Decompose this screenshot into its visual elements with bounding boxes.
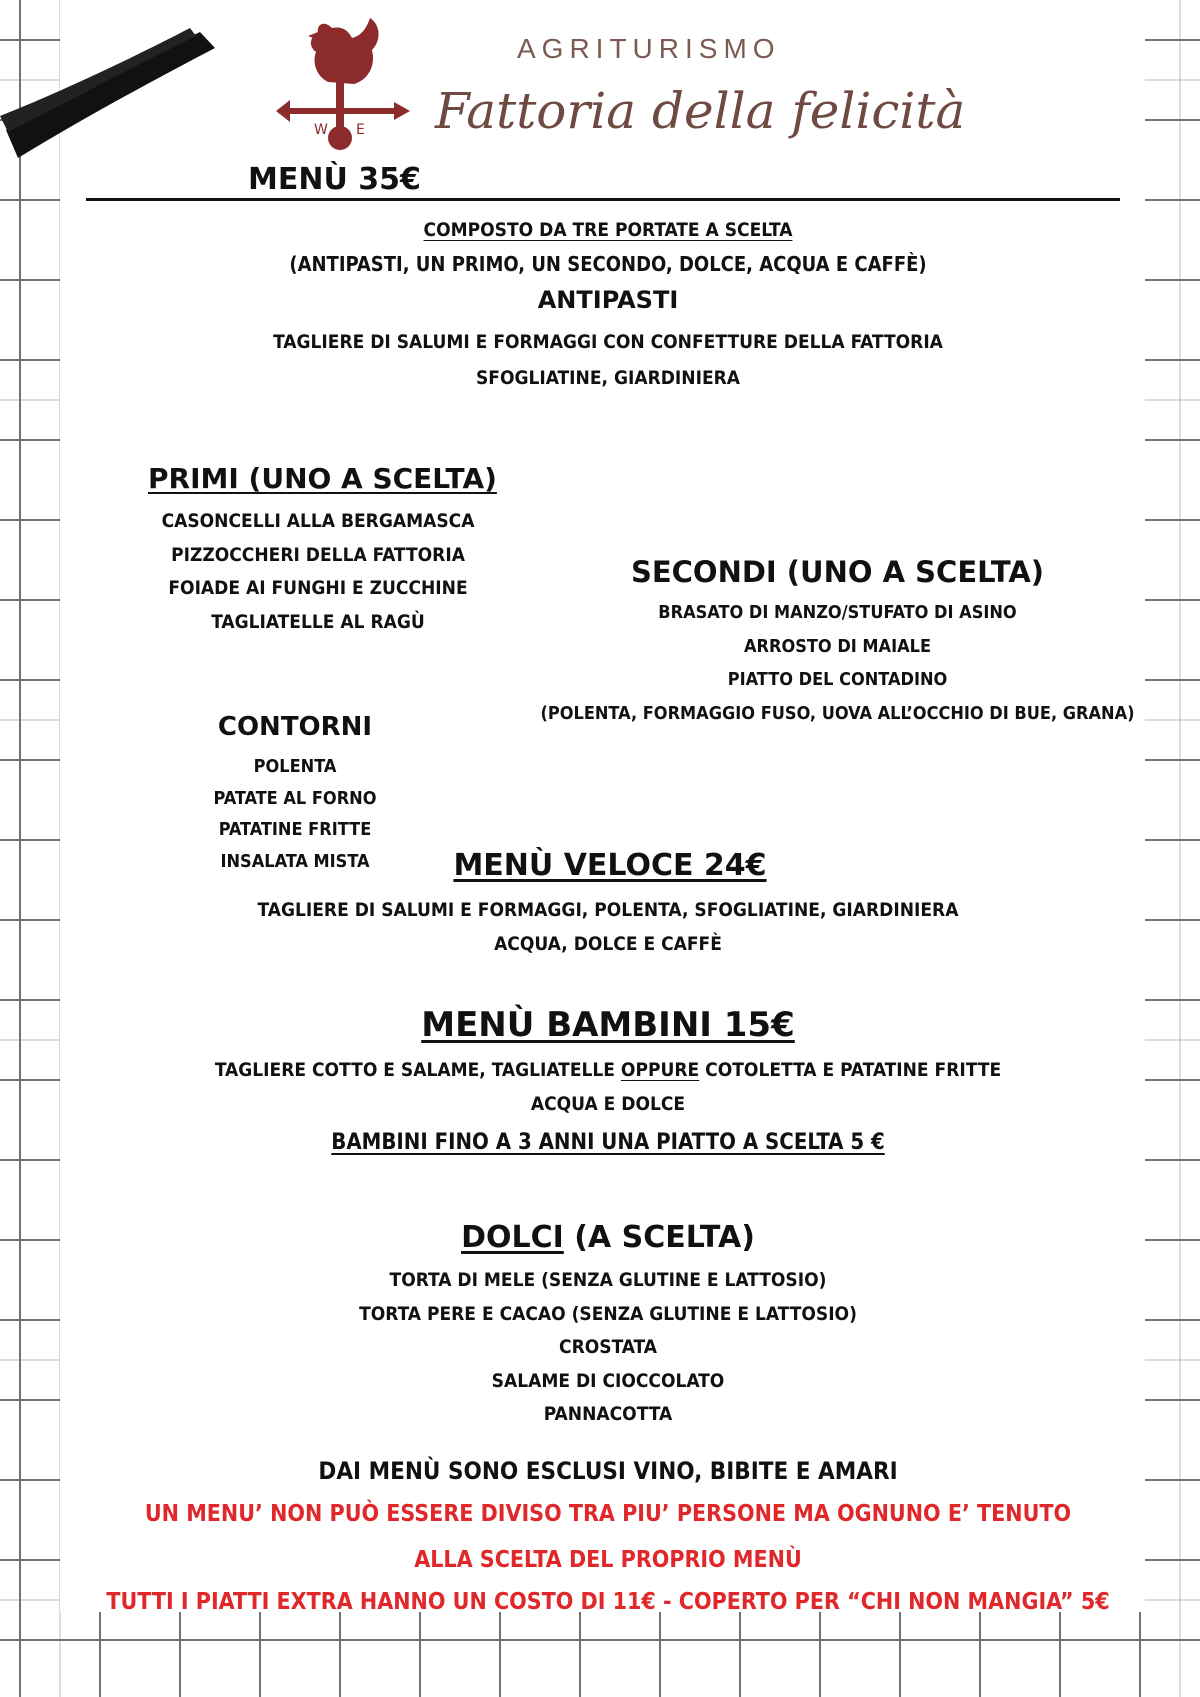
primi-item: TAGLIATELLE AL RAGÙ <box>211 610 425 633</box>
dolci-item: PANNACOTTA <box>543 1403 673 1425</box>
antipasti-item: SFOGLIATINE, GIARDINIERA <box>475 367 741 389</box>
contorni-item: POLENTA <box>253 756 337 777</box>
menu35-composition: COMPOSTO DA TRE PORTATE A SCELTA <box>423 219 793 241</box>
contorni-item: PATATINE FRITTE <box>218 819 372 840</box>
antipasti-item: TAGLIERE DI SALUMI E FORMAGGI CON CONFETTURE DELLA FATTORIA <box>273 331 943 353</box>
bambini-note: BAMBINI FINO A 3 ANNI UNA PIATTO A SCELTA 5 € <box>331 1130 885 1155</box>
veloce-line: ACQUA, DOLCE E CAFFÈ <box>494 933 722 955</box>
secondi-title: SECONDI (UNO A SCELTA) <box>630 555 1045 589</box>
bambini-title: MENÙ BAMBINI 15€ <box>421 1005 795 1045</box>
dolci-item: TORTA DI MELE (SENZA GLUTINE E LATTOSIO) <box>389 1269 827 1291</box>
primi-title: PRIMI (UNO A SCELTA) <box>148 462 497 495</box>
veloce-title: MENÙ VELOCE 24€ <box>453 848 767 883</box>
secondi-item: (POLENTA, FORMAGGIO FUSO, UOVA ALL’OCCHIO DI BUE, GRANA) <box>540 702 1135 724</box>
rule-line-2: ALLA SCELTA DEL PROPRIO MENÙ <box>414 1547 802 1573</box>
extra-cost-note: TUTTI I PIATTI EXTRA HANNO UN COSTO DI 11€ - COPERTO PER “CHI NON MANGIA” 5€ <box>106 1589 1110 1615</box>
bambini-line: ACQUA E DOLCE <box>530 1093 686 1115</box>
primi-item: PIZZOCCHERI DELLA FATTORIA <box>171 543 465 566</box>
bambini-line <box>0 1054 1200 1088</box>
primi-item: FOIADE AI FUNGHI E ZUCCHINE <box>168 577 468 599</box>
contorni-list <box>180 751 410 877</box>
brand-name: Fattoria della felicità <box>435 82 966 140</box>
contorni-item: INSALATA MISTA <box>220 850 370 872</box>
contorni-item: PATATE AL FORNO <box>213 787 377 809</box>
menu35-composition-detail: (ANTIPASTI, UN PRIMO, UN SECONDO, DOLCE, ACQUA E CAFFÈ) <box>289 252 927 276</box>
primi-item: CASONCELLI ALLA BERGAMASCA <box>161 510 475 532</box>
secondi-item: ARROSTO DI MAIALE <box>743 635 932 657</box>
excluded-note: DAI MENÙ SONO ESCLUSI VINO, BIBITE E AMARI <box>318 1457 898 1485</box>
dolci-list <box>0 1264 1200 1432</box>
bambini-oppure: OPPURE <box>620 1059 700 1081</box>
brush-stroke-decoration <box>0 20 250 160</box>
dolci-title-main: DOLCI <box>461 1220 564 1255</box>
bambini-text: TAGLIERE COTTO E SALAME, TAGLIATELLE <box>214 1059 621 1081</box>
veloce-line: TAGLIERE DI SALUMI E FORMAGGI, POLENTA, SFOGLIATINE, GIARDINIERA <box>257 899 959 921</box>
dolci-title-note: (A SCELTA) <box>563 1220 755 1255</box>
rule-line-1: UN MENU’ NON PUÒ ESSERE DIVISO TRA PIU’ PERSONE MA OGNUNO E’ TENUTO <box>144 1501 1072 1527</box>
header-divider <box>86 198 1120 201</box>
menu35-title: MENÙ 35€ <box>248 162 421 197</box>
secondi-list <box>520 596 1155 730</box>
primi-list <box>148 505 488 639</box>
brand-kind: AGRITURISMO <box>517 33 781 64</box>
bambini-text: COTOLETTA E PATATINE FRITTE <box>699 1059 1002 1081</box>
dolci-item: SALAME DI CIOCCOLATO <box>491 1369 725 1392</box>
dolci-item: CROSTATA <box>559 1336 657 1358</box>
svg-text:E: E <box>356 122 365 138</box>
dolci-title <box>0 1220 1200 1255</box>
rooster-weathervane-icon <box>272 10 412 160</box>
dolci-item: TORTA PERE E CACAO (SENZA GLUTINE E LATTOSIO) <box>359 1302 857 1325</box>
antipasti-title: ANTIPASTI <box>537 286 679 314</box>
svg-text:W: W <box>314 122 328 138</box>
contorni-title: CONTORNI <box>217 712 373 742</box>
secondi-item: PIATTO DEL CONTADINO <box>727 669 948 690</box>
secondi-item: BRASATO DI MANZO/STUFATO DI ASINO <box>658 602 1017 623</box>
